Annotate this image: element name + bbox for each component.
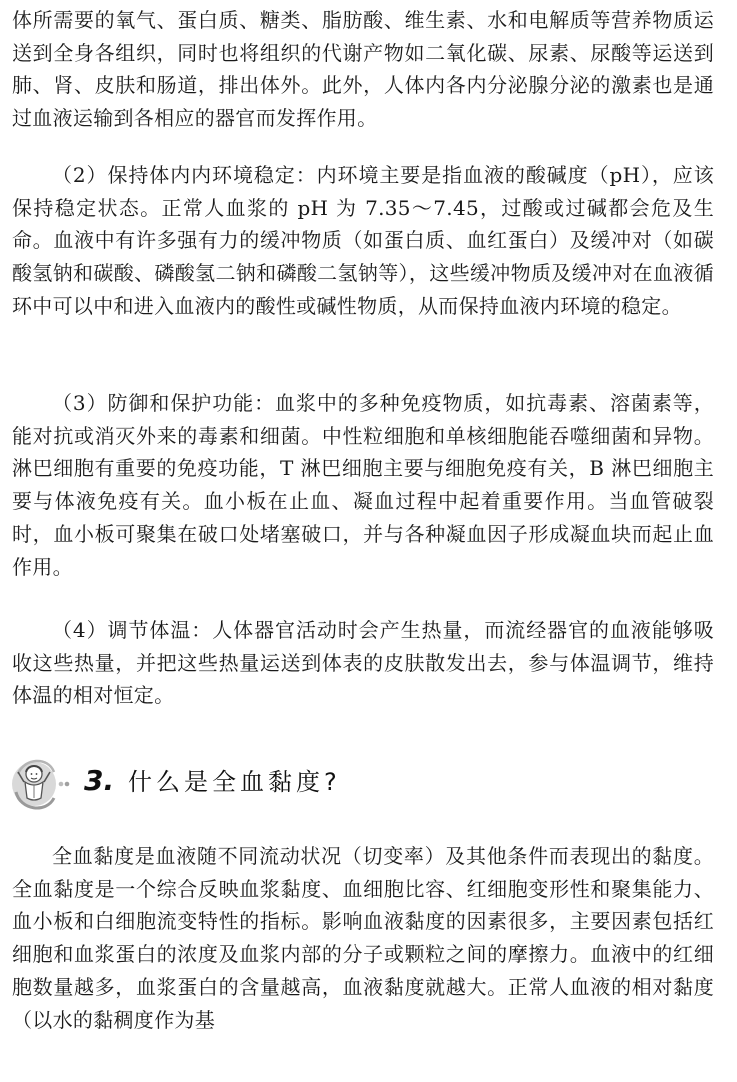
paragraph-defense-function: （3）防御和保护功能：血浆中的多种免疫物质，如抗毒素、溶菌素等，能对抗或消灭外来的毒素和细菌。中性粒细胞和单核细胞能吞噬细菌和异物。淋巴细胞有重要的免疫功能，T 淋巴细胞主要与细胞免疫有关，B 淋巴细胞主要与体液免疫有关。血小板在止血、凝血过程中起着重要作用。当血管破裂时，血小板可聚集在破口处堵塞破口，并与各种凝血因子形成凝血块而起止血作用。 [12, 391, 714, 579]
section-number: 3. [84, 764, 115, 797]
section-heading [10, 752, 714, 814]
paragraph-whole-blood-viscosity: 全血黏度是血液随不同流动状况（切变率）及其他条件而表现出的黏度。全血黏度是一个综合反映血浆黏度、血细胞比容、红细胞变形性和聚集能力、血小板和白细胞流变特性的指标。影响血液黏度的因素很多，主要因素包括红细胞和血浆蛋白的浓度及血浆内部的分子或颗粒之间的摩擦力。血液中的红细胞数量越多，血浆蛋白的含量越高，血液黏度就越大。正常人血液的相对黏度（以水的黏稠度作为基 [12, 844, 714, 1032]
paragraph-blood-transport: 体所需要的氧气、蛋白质、糖类、脂肪酸、维生素、水和电解质等营养物质运送到全身各组织，同时也将组织的代谢产物如二氧化碳、尿素、尿酸等运送到肺、肾、皮肤和肠道，排出体外。此外，人体内各内分泌腺分泌的激素也是通过血液运输到各相应的器官而发挥作用。 [12, 8, 714, 131]
paragraph-internal-environment: （2）保持体内内环境稳定：内环境主要是指血液的酸碱度（pH），应该保持稳定状态。正常人血浆的 pH 为 7.35～7.45，过酸或过碱都会危及生命。血液中有许多强有力的缓冲物质（如蛋白质、血红蛋白）及缓冲对（如碳酸氢钠和碳酸、磷酸氢二钠和磷酸二氢钠等），这些缓冲物质及缓冲对在血液循环中可以中和进入血液内的酸性或碱性物质，从而保持血液内环境的稳定。 [12, 163, 714, 318]
doctor-emblem-icon [10, 752, 72, 814]
paragraph-temperature-regulation: （4）调节体温：人体器官活动时会产生热量，而流经器官的血液能够吸收这些热量，并把这些热量运送到体表的皮肤散发出去，参与体温调节，维持体温的相对恒定。 [12, 618, 714, 708]
section-title: 什么是全血黏度? [128, 768, 341, 796]
